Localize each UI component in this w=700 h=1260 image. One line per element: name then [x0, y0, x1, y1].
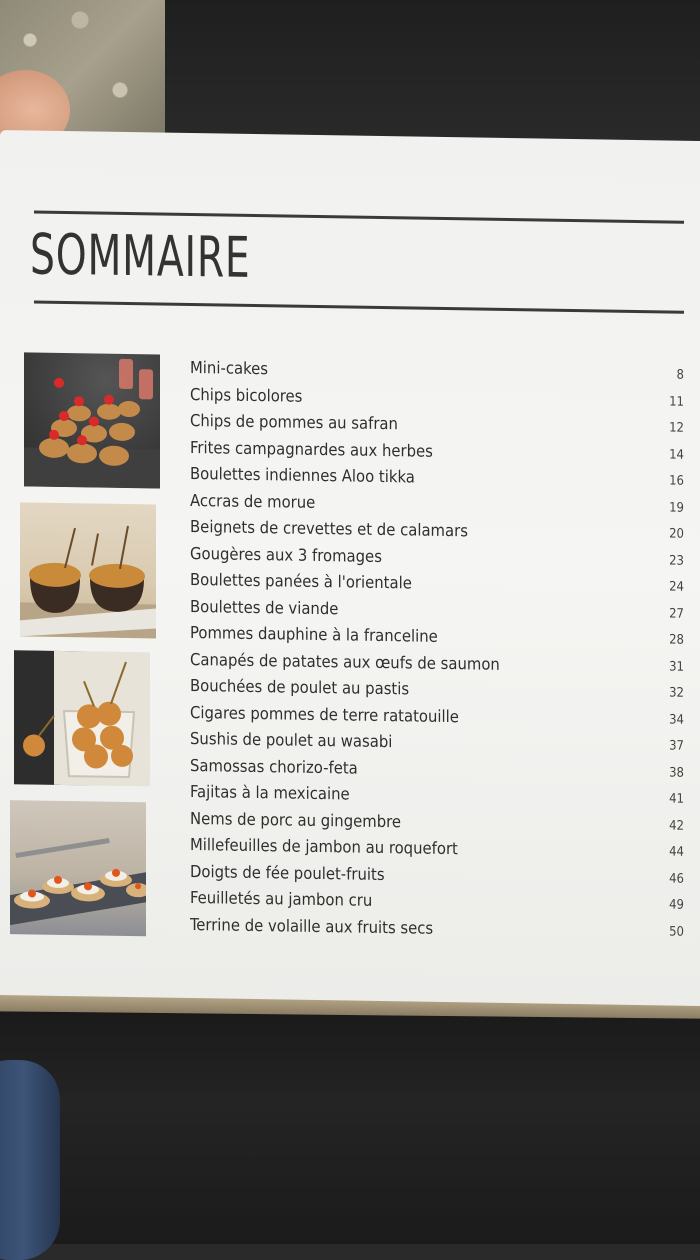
toc-entry-page-number: 34	[669, 712, 684, 728]
toc-entry-title: Feuilletés au jambon cru	[190, 887, 373, 910]
toc-entry-page-number: 23	[669, 553, 684, 569]
book-page	[0, 130, 700, 1006]
toc-entry-title: Bouchées de poulet au pastis	[190, 675, 410, 699]
toc-entry-title: Fajitas à la mexicaine	[190, 781, 350, 804]
photo-mini-cakes	[24, 352, 160, 488]
toc-entry-title: Samossas chorizo-feta	[190, 755, 358, 778]
toc-entry-title: Terrine de volaille aux fruits secs	[190, 914, 434, 938]
toc-entry-page-number: 50	[669, 924, 684, 940]
toc-entry-page-number: 41	[669, 791, 684, 807]
title-rule-top	[34, 211, 684, 224]
toc-entry-page-number: 16	[669, 473, 684, 489]
photo-fries-illustration	[20, 502, 156, 638]
toc-entry-title: Nems de porc au gingembre	[190, 808, 402, 831]
toc-entry-title: Doigts de fée poulet-fruits	[190, 861, 385, 884]
toc-entry-title: Gougères aux 3 fromages	[190, 543, 382, 566]
toc-entry-title: Millefeuilles de jambon au roquefort	[190, 834, 458, 859]
toc-entry-page-number: 14	[669, 447, 684, 463]
toc-entry-title: Chips de pommes au safran	[190, 410, 398, 434]
toc-entry-title: Boulettes indiennes Aloo tikka	[190, 463, 415, 487]
toc-entry-title: Frites campagnardes aux herbes	[190, 437, 433, 461]
toc-entry-page-number: 12	[669, 420, 684, 436]
table-of-contents	[190, 355, 690, 946]
toc-entry-title: Accras de morue	[190, 490, 316, 512]
toc-entry-page-number: 31	[669, 659, 684, 675]
toc-entry-title: Sushis de poulet au wasabi	[190, 728, 393, 752]
photo-canapes	[10, 800, 146, 936]
toc-entry-page-number: 27	[669, 606, 684, 622]
toc-entry-page-number: 37	[669, 738, 684, 754]
photo-pommes-dauphine	[14, 650, 150, 786]
toc-entry-page-number: 46	[669, 871, 684, 887]
toc-entry-page-number: 42	[669, 818, 684, 834]
toc-entry-page-number: 28	[669, 632, 684, 648]
photo-mini-cakes-illustration	[24, 352, 160, 488]
toc-entry-page-number: 38	[669, 765, 684, 781]
jeans	[0, 1060, 60, 1260]
toc-entry-title: Boulettes de viande	[190, 596, 339, 618]
photo-dauphine-illustration	[14, 650, 150, 786]
page-title: SOMMAIRE	[30, 222, 251, 291]
toc-entry-page-number: 8	[676, 367, 684, 383]
toc-entry-page-number: 49	[669, 897, 684, 913]
toc-entry-title: Canapés de patates aux œufs de saumon	[190, 649, 500, 674]
toc-entry-title: Beignets de crevettes et de calamars	[190, 516, 468, 541]
photo-canapes-illustration	[10, 800, 146, 936]
toc-entry-title: Cigares pommes de terre ratatouille	[190, 702, 459, 726]
toc-entry-title: Pommes dauphine à la franceline	[190, 622, 438, 646]
toc-entry-title: Boulettes panées à l'orientale	[190, 569, 412, 593]
toc-entry-page-number: 20	[669, 526, 684, 542]
toc-entry-page-number: 44	[669, 844, 684, 860]
toc-entry-title: Mini-cakes	[190, 357, 268, 379]
photo-fries	[20, 502, 156, 638]
table-surface	[0, 1010, 700, 1244]
toc-entry-page-number: 32	[669, 685, 684, 701]
toc-entry-page-number: 19	[669, 500, 684, 516]
title-rule-bottom	[34, 301, 684, 314]
toc-entry-page-number: 11	[669, 394, 684, 410]
toc-entry-page-number: 24	[669, 579, 684, 595]
toc-entry-title: Chips bicolores	[190, 384, 303, 406]
